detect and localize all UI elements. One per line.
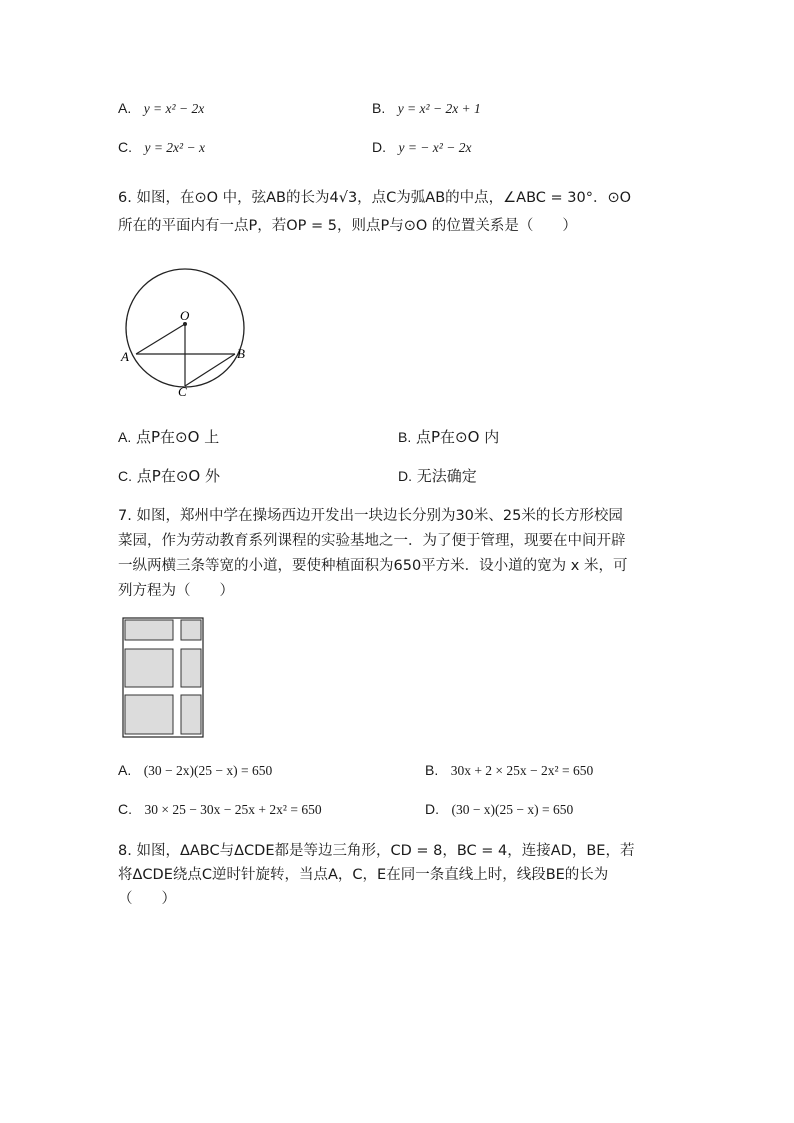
option-expression: y = 2x² − x	[144, 140, 205, 155]
option-text: 点P在⊙O 上	[136, 428, 220, 446]
option-expression: y = x² − 2x + 1	[397, 101, 481, 116]
question-7-line-1	[118, 503, 623, 529]
option-label: D.	[372, 139, 386, 155]
q6-option-c	[118, 465, 220, 486]
option-text: 无法确定	[416, 467, 477, 485]
plot-2	[181, 620, 201, 640]
option-expression: (30 − x)(25 − x) = 650	[451, 802, 574, 817]
garden-figure	[120, 616, 206, 740]
circle-figure	[112, 262, 262, 402]
question-text: （ ）	[118, 891, 176, 907]
option-label: C.	[118, 139, 132, 155]
option-expression: 30 × 25 − 30x − 25x + 2x² = 650	[144, 802, 322, 817]
q6-option-b	[398, 426, 499, 447]
option-label: A.	[118, 762, 132, 778]
question-6-line-2	[118, 213, 577, 239]
question-number: 8.	[118, 843, 132, 859]
option-label: C.	[118, 801, 132, 817]
q7-option-d	[425, 801, 573, 818]
q7-option-b	[425, 762, 593, 779]
option-text: 点P在⊙O 内	[416, 428, 500, 446]
label-a: A	[121, 349, 129, 364]
option-expression: 30x + 2 × 25x − 2x² = 650	[450, 763, 594, 778]
q5-option-c	[118, 139, 205, 156]
question-8-line-2	[118, 862, 608, 888]
label-b: B	[237, 346, 245, 361]
question-7-line-2	[118, 528, 626, 554]
option-text: 点P在⊙O 外	[136, 467, 220, 485]
option-label: B.	[372, 100, 386, 116]
option-label: A.	[118, 100, 132, 116]
question-text: 如图，郑州中学在操场西边开发出一块边长分别为30米、25米的长方形校园	[136, 508, 623, 524]
plot-4	[181, 649, 201, 687]
option-label: C.	[118, 468, 132, 484]
question-number: 7.	[118, 508, 132, 524]
option-label: D.	[398, 468, 412, 484]
option-expression: (30 − 2x)(25 − x) = 650	[143, 763, 273, 778]
question-7-line-4	[118, 578, 234, 604]
q6-option-a	[118, 426, 219, 447]
question-text: 一纵两横三条等宽的小道，要使种植面积为650平方米．设小道的宽为 x 米，可	[118, 558, 628, 574]
question-8-line-3	[118, 886, 176, 912]
option-expression: y = x² − 2x	[143, 101, 205, 116]
q6-option-d	[398, 465, 477, 486]
question-text: 如图，在⊙O 中，弦AB的长为4√3，点C为弧AB的中点，∠ABC = 30°．⊙O	[136, 190, 632, 206]
q5-option-b	[372, 100, 481, 117]
option-label: B.	[425, 762, 439, 778]
q5-option-d	[372, 139, 471, 156]
segment-ao	[136, 324, 185, 354]
question-text: 菜园，作为劳动教育系列课程的实验基地之一．为了便于管理，现要在中间开辟	[118, 533, 626, 549]
question-7-line-3	[118, 553, 627, 579]
option-expression: y = − x² − 2x	[398, 140, 472, 155]
plot-5	[125, 695, 173, 734]
option-label: B.	[398, 429, 412, 445]
option-label: A.	[118, 429, 132, 445]
question-8-line-1	[118, 838, 634, 864]
q7-option-c	[118, 801, 322, 818]
question-number: 6.	[118, 190, 132, 206]
question-text: 如图，ΔABC与ΔCDE都是等边三角形，CD = 8，BC = 4，连接AD，BE，若	[136, 843, 635, 859]
label-o: O	[180, 308, 190, 323]
label-c: C	[178, 384, 187, 399]
option-label: D.	[425, 801, 439, 817]
plot-1	[125, 620, 173, 640]
q7-option-a	[118, 762, 272, 779]
question-text: 列方程为（ ）	[118, 583, 234, 599]
plot-6	[181, 695, 201, 734]
plot-3	[125, 649, 173, 687]
question-text: 所在的平面内有一点P，若OP = 5，则点P与⊙O 的位置关系是（ ）	[118, 218, 577, 234]
q5-option-a	[118, 100, 204, 117]
question-text: 将ΔCDE绕点C逆时针旋转，当点A，C，E在同一条直线上时，线段BE的长为	[118, 867, 609, 883]
question-6-line-1	[118, 185, 631, 211]
